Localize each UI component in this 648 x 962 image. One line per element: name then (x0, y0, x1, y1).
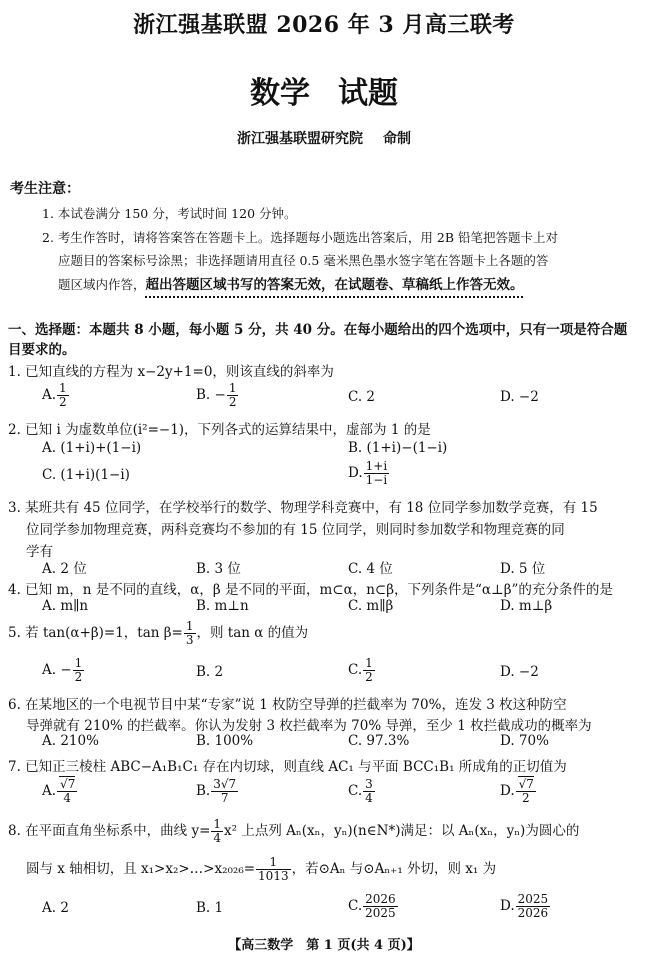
section-1-heading: 一、选择题：本题共 8 小题，每小题 5 分，共 40 分。在每小题给出的四个选项中，只有一项是符合题目要求的。 (8, 322, 628, 358)
question-6-option-b: B. 100% (196, 733, 254, 749)
question-5-option-c: C. $\frac{1}{2}$ (348, 656, 373, 684)
question-3-line-1: 3. 某班共有 45 位同学，在学校举行的数学、物理学科竞赛中，有 18 位同学参加数学竞赛，有 15 (8, 500, 598, 516)
question-2-option-a: A. (1+i)+(1−i) (42, 440, 142, 456)
question-2-option-d: D. $\frac{1+i}{1-i}$ (348, 459, 388, 487)
question-6-line-1: 6. 在某地区的一个电视节目中某“专家”说 1 枚防空导弹的拦截率为 70%，连发 3 枚这种防空 (8, 697, 567, 713)
question-4-option-a: A. m∥n (42, 598, 89, 614)
question-6-option-a: A. 210% (42, 733, 99, 749)
question-4-option-d: D. m⊥β (500, 598, 553, 614)
question-6-option-d: D. 70% (500, 733, 549, 749)
question-3-option-d: D. 5 位 (500, 561, 546, 577)
question-4-option-c: C. m∥β (348, 598, 394, 614)
notice-heading: 考生注意： (10, 181, 80, 197)
notice-item-2-line-3: 题区域内作答，超出答题区域书写的答案无效，在试题卷、草稿纸上作答无效。 (58, 277, 524, 293)
question-2-option-c: C. (1+i)(1−i) (42, 467, 130, 483)
question-3-option-a: A. 2 位 (42, 561, 87, 577)
question-8-option-c: C. $\frac{2026}{2025}$ (348, 892, 396, 920)
question-7-option-b: B. $\frac{3√7}{7}$ (196, 777, 237, 805)
question-6-line-2: 导弹就有 210% 的拦截率。你认为发射 3 枚拦截率为 70% 导弹，至少 1 枚拦截成功的概率为 (26, 718, 592, 734)
question-2-stem: 2. 已知 i 为虚数单位(i²=−1)，下列各式的运算结果中，虚部为 1 的是 (8, 422, 431, 438)
question-1-option-b: B. − $\frac{1}{2}$ (196, 381, 237, 409)
question-1-stem: 1. 已知直线的方程为 x−2y+1=0，则该直线的斜率为 (8, 364, 334, 380)
question-5-option-b: B. 2 (196, 664, 224, 680)
question-8-line-2: 圆与 x 轴相切，且 x₁>x₂>…>x₂₀₂₆= $\frac{1}{1013}$ ，若⊙Aₙ 与⊙Aₙ₊₁ 外切，则 x₁ 为 (26, 855, 497, 883)
question-1-option-a: A. $\frac{1}{2}$ (42, 381, 67, 409)
exam-subject: 数学 试题 (250, 76, 398, 111)
question-7-option-c: C. $\frac{3}{4}$ (348, 777, 373, 805)
notice-emphasis: 超出答题区域书写的答案无效，在试题卷、草稿纸上作答无效。 (145, 277, 524, 293)
question-5-option-a: A. − $\frac{1}{2}$ (42, 656, 83, 684)
question-1-option-d: D. −2 (500, 389, 539, 405)
exam-publisher: 浙江强基联盟研究院 命制 (237, 131, 411, 147)
question-8-line-1: 8. 在平面直角坐标系中，曲线 y= $\frac{1}{4}$ x² 上点列 Aₙ(xₙ，yₙ)(n∈N*)满足：以 Aₙ(xₙ，yₙ)为圆心的 (8, 817, 580, 845)
question-5-option-d: D. −2 (500, 664, 539, 680)
question-3-line-2: 位同学参加物理竞赛，两科竞赛均不参加的有 15 位同学，则同时参加数学和物理竞赛的同 (26, 522, 565, 538)
question-7-option-a: A. $\frac{√7}{4}$ (42, 777, 76, 805)
question-8-option-a: A. 2 (42, 900, 69, 916)
question-4-option-b: B. m⊥n (196, 598, 249, 614)
question-3-option-c: C. 4 位 (348, 561, 393, 577)
question-2-option-b: B. (1+i)−(1−i) (348, 440, 448, 456)
question-8-option-b: B. 1 (196, 900, 224, 916)
question-6-option-c: C. 97.3% (348, 733, 410, 749)
question-8-option-d: D. $\frac{2025}{2026}$ (500, 892, 549, 920)
question-5-stem: 5. 若 tan(α+β)=1，tan β= $\frac{1}{3}$ ，则 tan α 的值为 (8, 619, 309, 647)
question-4-stem: 4. 已知 m，n 是不同的直线，α，β 是不同的平面，m⊂α，n⊂β，下列条件是“α⊥β”的充分条件的是 (8, 582, 613, 598)
question-7-option-d: D. $\frac{√7}{2}$ (500, 777, 534, 805)
question-3-option-b: B. 3 位 (196, 561, 241, 577)
page-footer: 【高三数学 第 1 页(共 4 页)】 (228, 938, 420, 953)
exam-title: 浙江强基联盟 2026 年 3 月高三联考 (133, 12, 515, 38)
notice-item-1: 1. 本试卷满分 150 分，考试时间 120 分钟。 (42, 206, 297, 221)
notice-item-2-line-2: 应题目的答案标号涂黑；非选择题请用直径 0.5 毫米黑色墨水签字笔在答题卡上各题的答 (58, 253, 549, 268)
notice-item-2-line-1: 2. 考生作答时，请将答案答在答题卡上。选择题每小题选出答案后，用 2B 铅笔把答题卡上对 (42, 230, 558, 245)
question-1-option-c: C. 2 (348, 389, 376, 405)
question-7-stem: 7. 已知正三棱柱 ABC−A₁B₁C₁ 存在内切球，则直线 AC₁ 与平面 BCC₁B₁ 所成角的正切值为 (8, 759, 567, 775)
question-3-line-3: 学有 (26, 544, 53, 560)
